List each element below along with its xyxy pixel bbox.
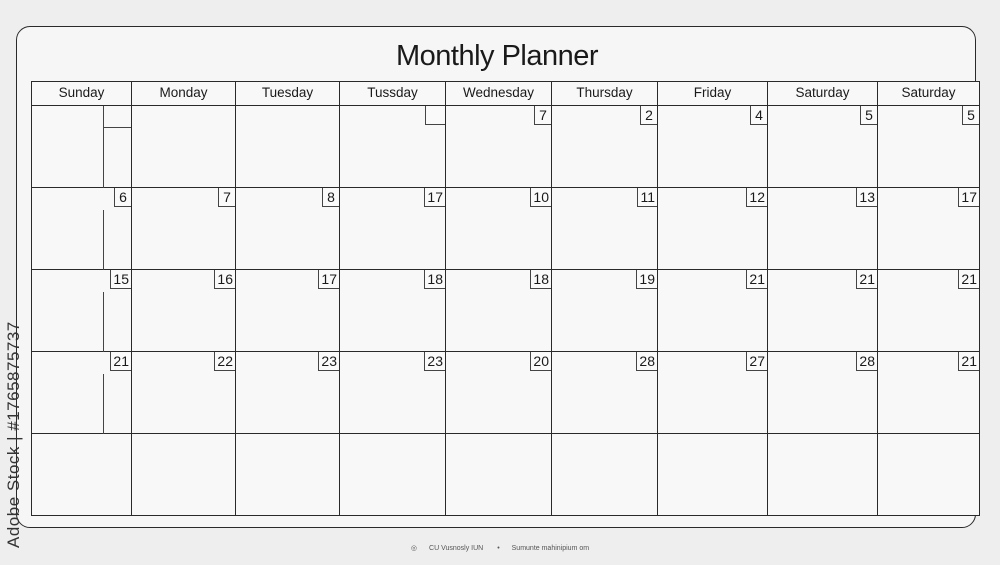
day-cell[interactable] xyxy=(132,270,236,352)
day-header: Tussday xyxy=(340,82,446,106)
date-number: 12 xyxy=(746,188,767,207)
day-cell[interactable] xyxy=(236,352,340,434)
day-cell[interactable] xyxy=(552,434,658,516)
date-number: 18 xyxy=(424,270,445,289)
date-number: 8 xyxy=(322,188,339,207)
day-cell[interactable] xyxy=(132,434,236,516)
day-cell[interactable] xyxy=(132,106,236,188)
day-cell[interactable] xyxy=(32,434,132,516)
date-box-empty xyxy=(425,106,445,125)
day-cell[interactable] xyxy=(340,188,446,270)
date-number: 19 xyxy=(636,270,657,289)
day-cell[interactable] xyxy=(878,434,980,516)
day-cell[interactable] xyxy=(658,352,768,434)
day-cell[interactable] xyxy=(658,270,768,352)
day-cell[interactable] xyxy=(768,188,878,270)
date-number: 2 xyxy=(640,106,657,125)
day-cell[interactable] xyxy=(878,270,980,352)
date-number: 11 xyxy=(637,188,657,207)
footer-dot-icon: ◎ xyxy=(410,545,418,552)
day-cell[interactable] xyxy=(236,106,340,188)
footer-right-text: Sumunte mahinipium om xyxy=(511,545,590,552)
day-header: Friday xyxy=(658,82,768,106)
day-cell[interactable] xyxy=(446,188,552,270)
date-number: 7 xyxy=(218,188,235,207)
day-cell[interactable] xyxy=(878,352,980,434)
date-number: 21 xyxy=(746,270,767,289)
day-cell[interactable] xyxy=(878,188,980,270)
day-cell[interactable] xyxy=(32,270,132,352)
date-number: 15 xyxy=(110,270,131,289)
day-cell[interactable] xyxy=(552,352,658,434)
date-number: 21 xyxy=(958,270,979,289)
day-cell[interactable] xyxy=(132,352,236,434)
day-cell[interactable] xyxy=(552,270,658,352)
day-header: Saturday xyxy=(768,82,878,106)
footer-bullet-icon: • xyxy=(497,545,500,552)
sunday-divider xyxy=(103,374,131,434)
date-number: 17 xyxy=(958,188,979,207)
day-cell[interactable] xyxy=(236,434,340,516)
day-cell[interactable] xyxy=(768,106,878,188)
day-cell[interactable] xyxy=(32,188,132,270)
day-cell[interactable] xyxy=(552,188,658,270)
sunday-divider xyxy=(103,210,131,270)
day-cell[interactable] xyxy=(658,106,768,188)
date-number: 23 xyxy=(424,352,445,371)
day-cell[interactable] xyxy=(552,106,658,188)
day-cell[interactable] xyxy=(658,434,768,516)
day-cell[interactable] xyxy=(446,434,552,516)
day-cell[interactable] xyxy=(768,434,878,516)
date-number: 21 xyxy=(958,352,979,371)
date-number: 17 xyxy=(424,188,445,207)
date-number: 21 xyxy=(110,352,131,371)
watermark: Adobe Stock | #1765875737 xyxy=(4,321,23,548)
date-number: 5 xyxy=(860,106,877,125)
calendar-grid xyxy=(31,81,980,516)
day-cell[interactable] xyxy=(32,352,132,434)
day-cell[interactable] xyxy=(878,106,980,188)
day-cell[interactable] xyxy=(340,352,446,434)
day-header: Wednesday xyxy=(446,82,552,106)
day-cell[interactable] xyxy=(236,270,340,352)
date-number: 18 xyxy=(530,270,551,289)
date-number: 27 xyxy=(746,352,767,371)
day-header: Thursday xyxy=(552,82,658,106)
date-number: 23 xyxy=(318,352,339,371)
day-cell[interactable] xyxy=(340,106,446,188)
day-cell[interactable] xyxy=(340,434,446,516)
day-header: Saturday xyxy=(878,82,980,106)
date-number: 7 xyxy=(534,106,551,125)
sunday-divider xyxy=(103,106,131,188)
day-header: Tuesday xyxy=(236,82,340,106)
date-number: 10 xyxy=(530,188,551,207)
date-number: 20 xyxy=(530,352,551,371)
day-cell[interactable] xyxy=(768,352,878,434)
day-cell[interactable] xyxy=(446,106,552,188)
date-number: 28 xyxy=(636,352,657,371)
day-cell[interactable] xyxy=(658,188,768,270)
sunday-divider xyxy=(103,292,131,352)
day-header: Sunday xyxy=(32,82,132,106)
day-header: Monday xyxy=(132,82,236,106)
day-cell[interactable] xyxy=(236,188,340,270)
day-cell[interactable] xyxy=(32,106,132,188)
day-cell[interactable] xyxy=(768,270,878,352)
day-cell[interactable] xyxy=(132,188,236,270)
day-cell[interactable] xyxy=(446,270,552,352)
date-number: 28 xyxy=(856,352,877,371)
date-number: 21 xyxy=(856,270,877,289)
footer-left-text: CU Vusnosly IUN xyxy=(429,545,484,552)
date-number: 4 xyxy=(750,106,767,125)
page-title: Monthly Planner xyxy=(395,40,599,72)
day-cell[interactable] xyxy=(446,352,552,434)
date-number: 5 xyxy=(962,106,979,125)
date-number: 16 xyxy=(214,270,235,289)
date-number: 17 xyxy=(318,270,339,289)
footer xyxy=(0,544,1000,552)
date-number: 22 xyxy=(214,352,235,371)
sunday-tick xyxy=(103,127,131,128)
day-cell[interactable] xyxy=(340,270,446,352)
date-number: 13 xyxy=(856,188,877,207)
date-number: 6 xyxy=(114,188,131,207)
